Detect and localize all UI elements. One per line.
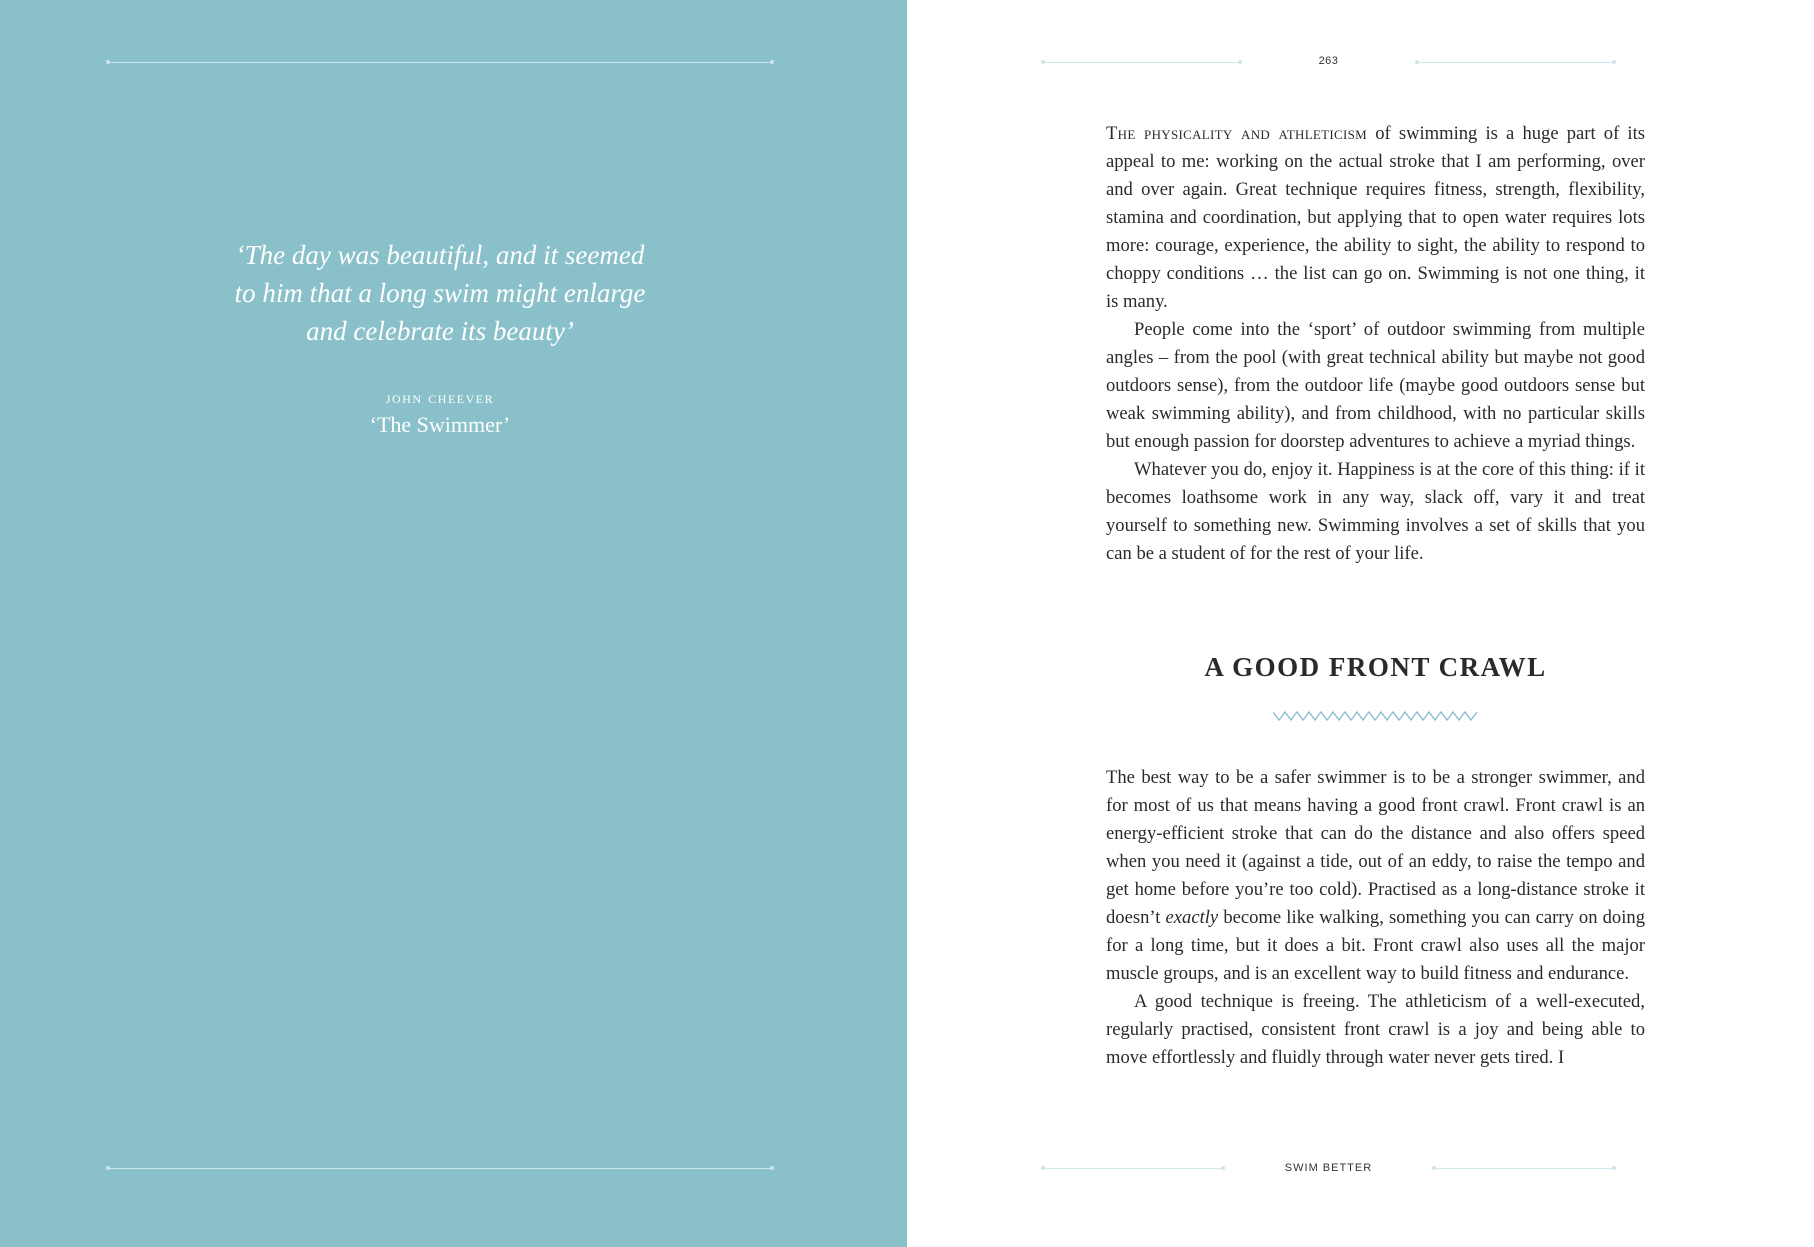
- paragraph-text: become like walking, something you can carry on doing for a long time, but it does a bit. Front crawl also uses all the major muscle groups, and is an excellent way to build fitness and endurance.: [1106, 907, 1645, 984]
- paragraph-text: The best way to be a safer swimmer is to be a stronger swimmer, and for most of us that means having a good front crawl. Front crawl is an energy-efficient stroke that can do the distance and also offers speed when you need it (against a tide, out of an eddy, to raise the tempo and get home before you’re too cold). Practised as a long-distance stroke it doesn’t: [1106, 767, 1645, 928]
- body-text-section-one: [1106, 120, 1645, 568]
- section-heading: A GOOD FRONT CRAWL: [1204, 652, 1547, 682]
- right-page: [907, 0, 1814, 1247]
- quote-line: and celebrate its beauty’: [306, 316, 574, 346]
- paragraph: Whatever you do, enjoy it. Happiness is at the core of this thing: if it becomes loathsome work in any way, slack off, vary it and treat yourself to something new. Swimming involves a set of skills that you can be a student of for the rest of your life.: [1106, 459, 1645, 564]
- emphasis: exactly: [1165, 907, 1219, 928]
- left-bottom-rule: [108, 1168, 772, 1169]
- quote-author: john cheever: [385, 388, 495, 407]
- page-number: 263: [1318, 55, 1339, 67]
- footer-rule-left: [1043, 1168, 1223, 1169]
- wave-ornament-icon: [1273, 708, 1479, 724]
- quote-line: ‘The day was beautiful, and it seemed: [235, 240, 645, 270]
- epigraph-quote: [200, 236, 680, 350]
- lead-in-small-caps: The physicality and athleticism: [1106, 123, 1368, 144]
- quote-source-title: ‘The Swimmer’: [369, 412, 511, 437]
- paragraph: [1106, 764, 1645, 988]
- paragraph: [1106, 120, 1645, 316]
- footer-rule-right: [1434, 1168, 1614, 1169]
- header-rule-right: [1417, 62, 1614, 63]
- left-top-rule: [108, 62, 772, 63]
- running-footer: SWIM BETTER: [1284, 1162, 1373, 1174]
- header-rule-left: [1043, 62, 1240, 63]
- paragraph: A good technique is freeing. The athleticism of a well-executed, regularly practised, consistent front crawl is a joy and being able to move effortlessly and fluidly through water never gets tired. I: [1106, 991, 1645, 1068]
- paragraph-text: of swimming is a huge part of its appeal to me: working on the actual stroke that I am performing, over and over again. Great technique requires fitness, strength, flexibility, stamina and coordination, but applying that to open water requires lots more: courage, experience, the ability to sight, the ability to respond to choppy conditions … the list can go on. Swimming is not one thing, it is many.: [1106, 123, 1645, 312]
- quote-line: to him that a long swim might enlarge: [234, 278, 646, 308]
- paragraph: People come into the ‘sport’ of outdoor swimming from multiple angles – from the pool (with great technical ability but maybe not good outdoors sense), from the outdoor life (maybe good outdoors sense but weak swimming ability), and from childhood, with no particular skills but enough passion for doorstep adventures to achieve a myriad things.: [1106, 319, 1645, 452]
- body-text-section-two: [1106, 764, 1645, 1072]
